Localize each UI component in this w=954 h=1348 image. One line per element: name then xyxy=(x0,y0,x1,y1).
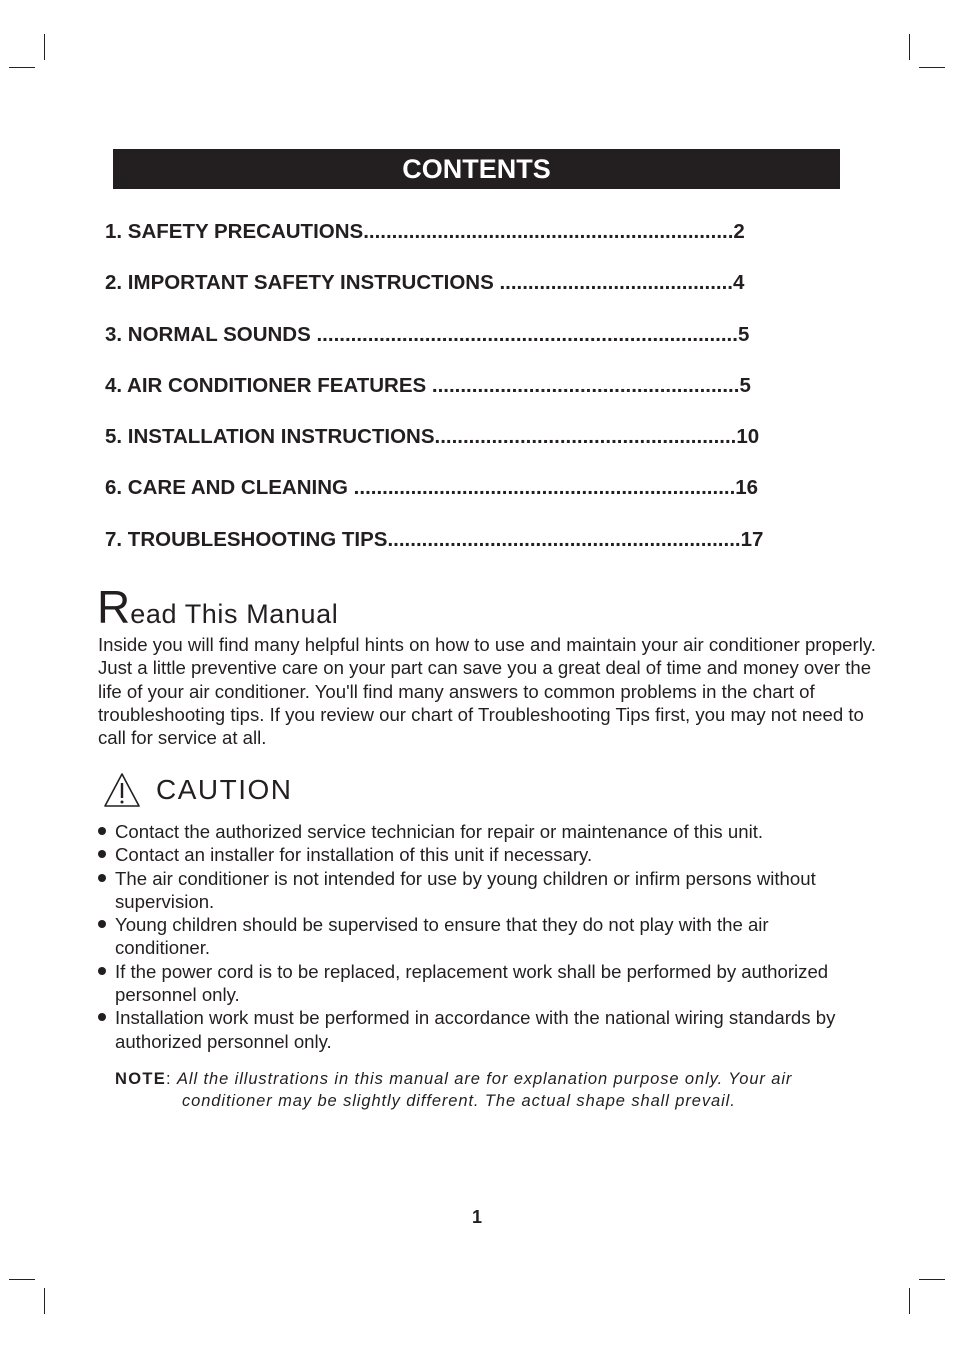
list-item: Installation work must be performed in accordance with the national wiring standards by authorized personnel only. xyxy=(97,1006,887,1053)
toc-entry[interactable]: 4. AIR CONDITIONER FEATURES ......................................................5 xyxy=(105,373,751,397)
warning-triangle-icon xyxy=(103,772,141,808)
note-label: NOTE xyxy=(115,1070,167,1088)
note-text: conditioner may be slightly different. The actual shape shall prevail. xyxy=(182,1092,736,1110)
bullet-icon xyxy=(97,913,115,960)
list-item: Young children should be supervised to ensure that they do not play with the air conditioner. xyxy=(97,913,887,960)
caution-title: CAUTION xyxy=(156,774,293,805)
caution-heading xyxy=(103,769,293,811)
read-manual-heading-rest: ead This Manual xyxy=(130,599,339,629)
bullet-icon xyxy=(97,960,115,1007)
crop-mark xyxy=(919,67,945,68)
crop-mark xyxy=(9,1279,35,1280)
toc-entry[interactable]: 6. CARE AND CLEANING ...................................................................16 xyxy=(105,476,759,500)
crop-mark xyxy=(44,1288,45,1314)
table-of-contents xyxy=(105,215,845,574)
toc-entry[interactable]: 2. IMPORTANT SAFETY INSTRUCTIONS .........................................4 xyxy=(105,271,745,295)
bullet-icon xyxy=(97,1006,115,1053)
list-item: The air conditioner is not intended for use by young children or infirm persons without supervision. xyxy=(97,867,887,914)
bullet-icon xyxy=(97,867,115,914)
list-item: Contact an installer for installation of this unit if necessary. xyxy=(97,843,887,866)
contents-title: CONTENTS xyxy=(113,149,840,189)
bullet-icon xyxy=(97,843,115,866)
read-manual-body: Inside you will find many helpful hints on how to use and maintain your air conditioner properly. Just a little preventive care on your part can save you a great deal of time and money over the life of your air conditioner. You'll find many answers to common problems in the chart of troubleshooting tips. If you review our chart of Troubleshooting Tips first, you may not need to call for service at all. xyxy=(98,634,876,749)
page-number: 1 xyxy=(471,1207,482,1227)
note-separator: : xyxy=(166,1070,172,1088)
read-manual-heading xyxy=(97,580,338,634)
caution-list xyxy=(97,820,887,1053)
crop-mark xyxy=(919,1279,945,1280)
toc-entry[interactable]: 5. INSTALLATION INSTRUCTIONS.....................................................10 xyxy=(105,425,760,449)
toc-entry[interactable]: 7. TROUBLESHOOTING TIPS..............................................................17 xyxy=(105,527,764,551)
note-text: All the illustrations in this manual are for explanation purpose only. Your air xyxy=(177,1070,793,1088)
crop-mark xyxy=(909,1288,910,1314)
note xyxy=(115,1068,885,1112)
read-manual-initial: R xyxy=(97,581,131,633)
bullet-icon xyxy=(97,820,115,843)
list-item: If the power cord is to be replaced, replacement work shall be performed by authorized personnel only. xyxy=(97,960,887,1007)
crop-mark xyxy=(44,34,45,60)
crop-mark xyxy=(9,67,35,68)
toc-entry[interactable]: 3. NORMAL SOUNDS ..........................................................................5 xyxy=(105,322,750,346)
crop-mark xyxy=(909,34,910,60)
list-item: Contact the authorized service technician for repair or maintenance of this unit. xyxy=(97,820,887,843)
toc-entry[interactable]: 1. SAFETY PRECAUTIONS.................................................................2 xyxy=(105,220,745,243)
